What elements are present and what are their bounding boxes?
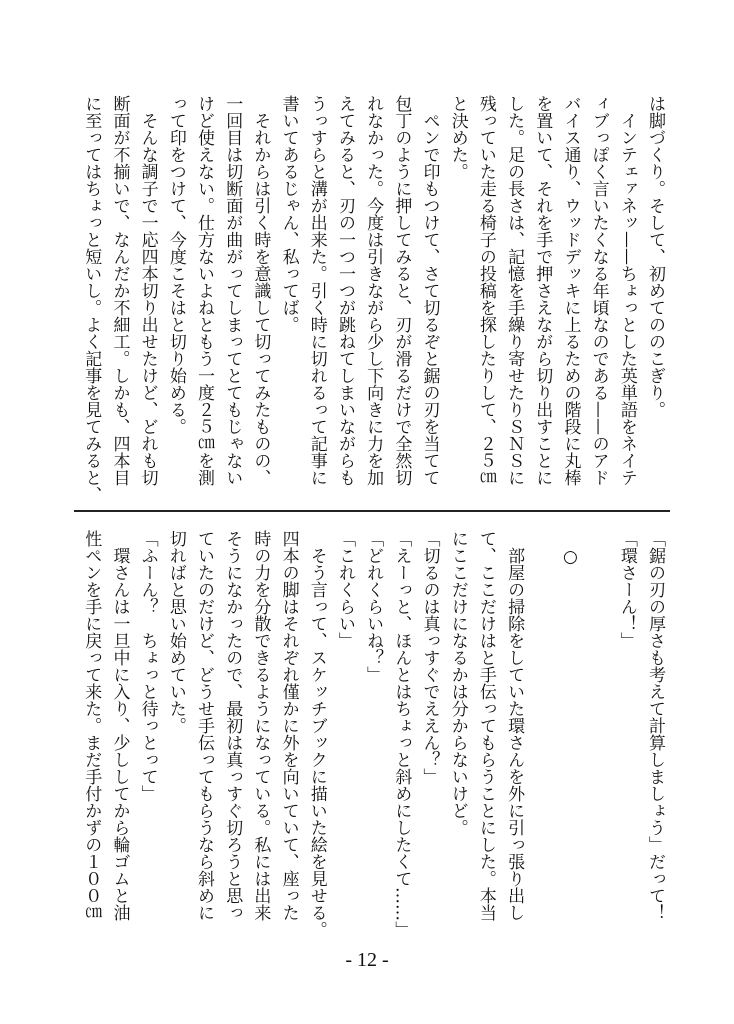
dialogue-line: 「これくらい」 xyxy=(334,530,355,649)
text-line: インテェァネッ——ちょっとした英単語をネイテ xyxy=(616,95,637,486)
text-line: それからは引く時を意識して切ってみたものの、 xyxy=(250,95,271,486)
text-line: 四本の脚はそれぞれ僅かに外を向いていて、座った xyxy=(278,530,299,921)
text-line: にここだけになるかは分からないけど。 xyxy=(447,530,468,836)
text-line: 書いてあるじゃん、私ってば。 xyxy=(278,95,299,333)
text-line: 一回目は切断面が曲がってしまってとてもじゃない xyxy=(222,95,243,486)
text-line: そう言って、スケッチブックに描いた絵を見せる。 xyxy=(306,530,327,938)
text-line: した。足の長さは、記憶を手繰り寄せたりＳＮＳに xyxy=(504,95,525,486)
blank-line xyxy=(528,530,556,925)
text-line: 「環さーん！」 xyxy=(616,530,637,649)
lower-text-block xyxy=(77,530,669,938)
text-line: って印をつけて、今度こそはと切り始める。 xyxy=(165,95,186,435)
text-line: に至ってはちょっと短いし。よく記事を見てみると、 xyxy=(81,95,102,503)
text-line: そんな調子で一応四本切り出せたけど、どれも切 xyxy=(137,95,158,486)
dialogue-line: 「どれくらいね？」 xyxy=(363,530,384,683)
text-line: けど使えない。仕方ないよねともう一度２５㎝を測 xyxy=(194,95,214,486)
section-divider xyxy=(74,510,670,512)
text-line: れなかった。今度は引きながら少し下向きに力を加 xyxy=(363,95,384,486)
dialogue-line: 「ふーん？ ちょっと待っとって」 xyxy=(137,530,158,802)
text-line: ペンで印もつけて、さて切るぞと鋸の刃を当てて xyxy=(419,95,440,486)
text-line: えてみると、刃の一つ一つが跳ねてしまいながらも xyxy=(334,95,355,486)
text-line: そうになかったので、最初は真っすぐ切ろうと思っ xyxy=(222,530,243,921)
text-line: て、ここだけはと手伝ってもらうことにした。本当 xyxy=(475,530,496,921)
text-line: バイス通り、ウッドデッキに上るための階段に丸棒 xyxy=(560,95,581,486)
text-line: 断面が不揃いで、なんだか不細工。しかも、四本目 xyxy=(109,95,130,486)
page-number: - 12 - xyxy=(345,949,389,971)
text-line: 「鋸の刃の厚さも考えて計算しましょう」だって！ xyxy=(645,530,665,921)
text-line: 部屋の掃除をしていた環さんを外に引っ張り出し xyxy=(504,530,525,921)
text-line: ィブっぽく言いたくなる年頃なのである——のアド xyxy=(588,95,609,486)
dialogue-line: 「えーっと、ほんとはちょっと斜めにしたくて……」 xyxy=(391,530,412,938)
text-line: 性ペンを手に戻って来た。まだ手付かずの１００㎝ xyxy=(81,530,102,921)
text-line: 時の力を分散できるようになっている。私には出来 xyxy=(250,530,271,921)
text-line: 環さんは一旦中に入り、少ししてから輪ゴムと油 xyxy=(109,530,130,921)
upper-text-block xyxy=(77,95,669,503)
text-line: を置いて、それを手で押さえながら切り出すことに xyxy=(532,95,553,486)
text-line: は脚づくり。そして、初めてののこぎり。 xyxy=(645,95,665,418)
text-line: 切ればと思い始めていた。 xyxy=(165,530,186,734)
text-line: うっすらと溝が出来た。引く時に切れるって記事に xyxy=(306,95,327,486)
text-line: と決めた。 xyxy=(447,95,468,180)
text-line: ていたのだけど、どうせ手伝ってもらうなら斜めに xyxy=(194,530,214,921)
blank-line xyxy=(584,530,612,925)
text-line: 包丁のように押してみると、刃が滑るだけで全然切 xyxy=(391,95,412,486)
text-line: 残っていた走る椅子の投稿を探したりして、２５㎝ xyxy=(475,95,496,486)
dialogue-line: 「切るのは真っすぐでええん？」 xyxy=(419,530,440,785)
scene-break-marker: ○ xyxy=(560,530,581,567)
